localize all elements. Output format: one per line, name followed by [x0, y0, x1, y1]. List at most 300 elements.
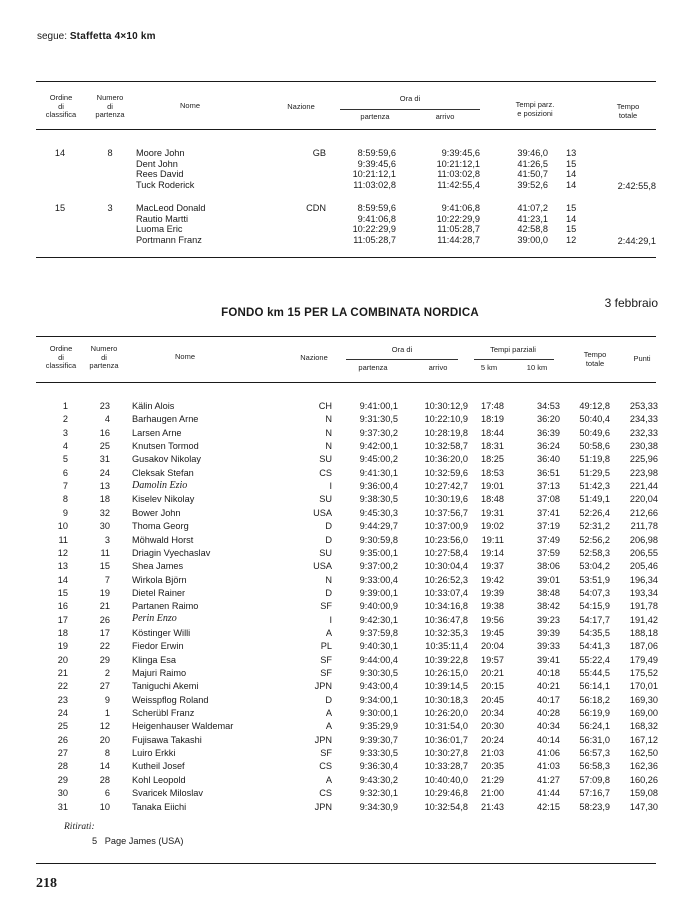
fondo-header-nome: Nome [174, 352, 195, 361]
points: 206,55 [629, 547, 658, 558]
finish-time: 10:37:56,7 [424, 507, 468, 518]
rank: 5 [62, 454, 68, 465]
team-nation: GB [312, 148, 326, 158]
fondo-header-10km: 10 km [526, 363, 548, 372]
leg-finish-time: 11:03:02,8 [437, 169, 480, 180]
finish-time: 10:30:04,4 [424, 561, 468, 572]
start-time: 9:34:30,9 [359, 801, 398, 812]
start-time: 9:42:00,1 [359, 441, 398, 452]
start-time: 9:36:30,4 [359, 761, 398, 772]
header-line: di [107, 101, 113, 111]
rank: 28 [57, 761, 68, 772]
rank: 6 [62, 467, 68, 478]
total-time: 56:31,0 [579, 734, 610, 745]
header-line: e posizioni [517, 108, 553, 118]
split-10km: 39:41 [537, 654, 560, 665]
team-rank: 14 [54, 148, 66, 158]
points: 206,98 [629, 534, 658, 545]
fondo-header-partenza: partenza [358, 363, 388, 372]
split-10km: 41:06 [537, 748, 560, 759]
total-time: 56:58,3 [579, 761, 610, 772]
rank: 7 [62, 481, 68, 492]
start-time: 9:37:59,8 [359, 627, 398, 638]
finish-time: 10:22:10,9 [424, 414, 468, 425]
start-time: 9:33:00,4 [359, 574, 398, 585]
split-10km: 40:34 [537, 721, 560, 732]
athlete-name: Larsen Arne [132, 427, 182, 438]
finish-time: 10:30:19,6 [424, 494, 468, 505]
bib-number: 31 [99, 454, 110, 465]
finish-time: 10:33:28,7 [424, 761, 468, 772]
total-time: 54:07,3 [579, 587, 610, 598]
rank: 23 [57, 694, 68, 705]
header-line: classifica [45, 110, 77, 119]
start-time: 9:40:00,9 [359, 601, 398, 612]
points: 230,38 [629, 441, 658, 452]
nation: I [329, 614, 332, 625]
leg-position: 14 [566, 213, 577, 224]
bib-number: 22 [99, 641, 110, 652]
split-10km: 38:48 [537, 587, 560, 598]
total-time: 56:19,9 [579, 708, 610, 719]
start-time: 9:30:00,1 [359, 708, 398, 719]
split-10km: 39:23 [537, 614, 560, 625]
total-time: 54:15,9 [579, 601, 610, 612]
points: 187,06 [629, 641, 658, 652]
fondo-header-ora-di: Ora di [391, 345, 413, 354]
header-line: Numero [90, 344, 118, 353]
leg-split-time: 39:46,0 [517, 148, 548, 158]
bib-number: 29 [99, 654, 110, 665]
points: 168,32 [629, 721, 658, 732]
ritirati-entry [92, 836, 183, 846]
total-time: 51:49,1 [579, 494, 610, 505]
nation: SU [319, 494, 332, 505]
start-time: 9:34:00,1 [359, 694, 398, 705]
split-5km: 20:45 [481, 694, 504, 705]
total-time: 50:58,6 [579, 441, 610, 452]
leg-athlete-name: MacLeod Donald [136, 203, 206, 213]
split-5km: 19:56 [481, 614, 504, 625]
relay-header-top-rule [36, 81, 656, 82]
finish-time: 10:23:56,0 [424, 534, 468, 545]
nation: PL [320, 641, 332, 652]
split-5km: 21:03 [481, 748, 504, 759]
ritirati-bib: 5 [92, 836, 98, 846]
points: 147,30 [629, 801, 658, 812]
split-10km: 41:03 [537, 761, 560, 772]
leg-split-time: 41:23,1 [517, 213, 548, 224]
split-10km: 36:40 [537, 454, 560, 465]
rank: 9 [62, 507, 68, 518]
finish-time: 10:35:11,4 [425, 641, 468, 652]
fondo-header-5km: 5 km [480, 363, 498, 372]
bib-number: 32 [99, 507, 110, 518]
finish-time: 10:28:19,8 [424, 427, 468, 438]
leg-start-time: 9:39:45,6 [357, 158, 396, 169]
start-time: 9:43:00,4 [359, 681, 398, 692]
bib-number: 8 [104, 748, 110, 759]
rank: 29 [57, 774, 68, 785]
total-time: 52:26,4 [579, 507, 610, 518]
fondo-header-punti: Punti [633, 354, 651, 363]
points: 170,01 [629, 681, 658, 692]
total-time: 56:24,1 [579, 721, 610, 732]
athlete-name: Heigenhauser Waldemar [132, 721, 234, 732]
rank: 3 [62, 427, 68, 438]
nation: A [325, 721, 332, 732]
nation: D [325, 694, 332, 705]
points: 162,50 [629, 748, 658, 759]
team-rank: 15 [54, 203, 66, 213]
ora-di-rule [346, 359, 458, 360]
leg-split-time: 41:07,2 [517, 203, 548, 213]
start-time: 9:30:59,8 [359, 534, 398, 545]
rank: 26 [57, 734, 68, 745]
split-10km: 40:18 [537, 668, 560, 678]
start-time: 9:42:30,1 [359, 614, 398, 625]
leg-athlete-name: Dent John [136, 158, 178, 169]
start-time: 9:30:30,5 [359, 668, 398, 678]
fondo-header-top-rule [36, 336, 656, 337]
leg-start-time: 10:22:29,9 [352, 224, 396, 235]
header-line: Numero [96, 93, 124, 102]
leg-athlete-name: Rees David [136, 169, 184, 180]
finish-time: 10:26:52,3 [424, 574, 468, 585]
athlete-name: Fiedor Erwin [132, 641, 184, 652]
start-time: 9:32:30,1 [359, 788, 398, 799]
nation: USA [313, 561, 332, 572]
points: 191,78 [629, 601, 658, 612]
points: 191,42 [629, 614, 658, 625]
athlete-name: Tanaka Eiichi [132, 801, 187, 812]
header-line: totale [618, 110, 638, 120]
bib-number: 27 [99, 681, 110, 692]
header-line: Ordine [49, 344, 73, 353]
relay-header-ora-di: Ora di [399, 94, 421, 103]
split-5km: 20:15 [481, 681, 504, 692]
bib-number: 9 [104, 694, 110, 705]
start-time: 9:33:30,5 [359, 748, 398, 759]
relay-header-bottom-rule [36, 129, 656, 130]
leg-athlete-name: Tuck Roderick [136, 179, 195, 190]
nation: N [325, 574, 332, 585]
rank: 4 [62, 441, 68, 452]
leg-start-time: 8:59:59,6 [357, 203, 396, 213]
rank: 30 [57, 788, 68, 799]
bib-number: 15 [99, 561, 110, 572]
athlete-name: Taniguchi Akemi [132, 681, 199, 692]
fondo-title: FONDO km 15 PER LA COMBINATA NORDICA [221, 307, 479, 319]
split-10km: 39:33 [537, 641, 560, 652]
split-5km: 19:11 [481, 534, 504, 545]
bib-number: 6 [104, 788, 110, 799]
relay-header-numero [88, 94, 132, 120]
nation: SU [319, 547, 332, 558]
leg-start-time: 9:41:06,8 [357, 213, 396, 224]
relay-prefix: segue: [37, 31, 68, 42]
header-line: Ordine [49, 93, 73, 102]
relay-header-arrivo: arrivo [435, 112, 455, 121]
leg-split-time: 41:50,7 [517, 169, 548, 180]
split-10km: 38:42 [537, 601, 560, 612]
points: 212,66 [629, 507, 658, 518]
header-line: di [58, 101, 64, 111]
bib-number: 25 [99, 441, 110, 452]
split-5km: 18:44 [481, 427, 504, 438]
athlete-name: Svaricek Miloslav [132, 788, 203, 799]
finish-time: 10:31:54,0 [424, 721, 468, 732]
athlete-name: Gusakov Nikolay [132, 454, 201, 465]
finish-time: 10:36:20,0 [424, 454, 468, 465]
total-time: 57:09,8 [579, 774, 610, 785]
total-time: 52:56,2 [579, 534, 610, 545]
leg-finish-time: 11:05:28,7 [437, 224, 480, 235]
start-time: 9:36:00,4 [359, 481, 398, 492]
relay-title: Staffetta 4×10 km [69, 31, 156, 42]
athlete-name: Perin Enzo [132, 613, 177, 625]
athlete-name: Scherübl Franz [132, 708, 195, 719]
bib-number: 3 [104, 534, 110, 545]
start-time: 9:35:00,1 [359, 547, 398, 558]
athlete-name: Klinga Esa [132, 654, 176, 665]
leg-split-time: 39:52,6 [517, 179, 548, 190]
points: 232,33 [629, 427, 658, 438]
header-line: classifica [45, 361, 77, 370]
finish-time: 10:30:18,3 [424, 694, 468, 705]
split-10km: 37:08 [537, 494, 560, 505]
nation: SF [320, 601, 332, 612]
split-10km: 37:13 [537, 481, 560, 492]
rank: 12 [57, 547, 68, 558]
athlete-name: Cleksak Stefan [132, 467, 194, 478]
points: 225,96 [629, 454, 658, 465]
total-time: 54:41,3 [579, 641, 610, 652]
split-10km: 40:28 [537, 708, 560, 719]
leg-athlete-name: Portmann Franz [136, 234, 202, 245]
header-line: di [58, 352, 64, 362]
split-10km: 36:39 [537, 427, 560, 438]
rank: 24 [57, 708, 68, 719]
finish-time: 10:27:42,7 [424, 481, 468, 492]
bib-number: 20 [99, 734, 110, 745]
nation: JPN [314, 734, 332, 745]
nation: N [325, 441, 332, 452]
tempi-parziali-rule [474, 359, 554, 360]
nation: A [325, 708, 332, 719]
leg-position: 15 [566, 158, 577, 169]
split-5km: 19:42 [481, 574, 504, 585]
nation: CH [318, 401, 332, 411]
finish-time: 10:30:27,8 [424, 748, 468, 759]
page-bottom-rule [36, 863, 656, 864]
split-5km: 19:38 [481, 601, 504, 612]
fondo-header-numero [82, 345, 126, 371]
leg-finish-time: 10:21:12,1 [436, 158, 480, 169]
points: 234,33 [629, 414, 658, 425]
leg-position: 12 [566, 234, 577, 245]
split-5km: 19:45 [481, 627, 504, 638]
points: 179,49 [629, 654, 658, 665]
split-5km: 21:00 [481, 788, 504, 799]
start-time: 9:38:30,5 [359, 494, 398, 505]
total-time: 53:51,9 [579, 574, 610, 585]
split-10km: 34:53 [537, 401, 560, 411]
ora-di-rule [340, 109, 480, 110]
bib-number: 30 [99, 521, 110, 532]
athlete-name: Weisspflog Roland [132, 694, 209, 705]
split-5km: 20:34 [481, 708, 504, 719]
rank: 15 [57, 587, 68, 598]
finish-time: 10:40:40,0 [424, 774, 468, 785]
total-time: 53:04,2 [579, 561, 610, 572]
header-line: partenza [89, 361, 119, 370]
total-time: 58:23,9 [579, 801, 610, 812]
bib-number: 26 [99, 614, 110, 625]
split-5km: 19:31 [481, 507, 504, 518]
nation: CS [319, 761, 332, 772]
start-time: 9:31:30,5 [359, 414, 398, 425]
leg-start-time: 11:05:28,7 [353, 234, 396, 245]
fondo-header-ordine [38, 345, 84, 371]
nation: SF [320, 668, 332, 678]
total-time: 51:19,8 [579, 454, 610, 465]
leg-athlete-name: Rautio Martti [136, 213, 189, 224]
points: 205,46 [629, 561, 658, 572]
total-time: 49:12,8 [579, 401, 610, 411]
split-5km: 18:31 [481, 441, 504, 452]
finish-time: 10:36:01,7 [424, 734, 468, 745]
split-10km: 40:14 [537, 734, 560, 745]
fondo-header-arrivo: arrivo [428, 363, 448, 372]
total-time: 51:42,3 [579, 481, 610, 492]
start-time: 9:45:30,3 [359, 507, 398, 518]
nation: SF [320, 748, 332, 759]
split-5km: 19:37 [481, 561, 504, 572]
rank: 1 [62, 401, 68, 411]
start-time: 9:41:30,1 [359, 467, 398, 478]
rank: 8 [62, 494, 68, 505]
nation: N [325, 414, 332, 425]
points: 169,00 [629, 708, 658, 719]
leg-athlete-name: Luoma Eric [136, 224, 183, 235]
total-time: 50:49,6 [579, 427, 610, 438]
nation: SU [319, 454, 332, 465]
nation: CS [319, 788, 332, 799]
leg-finish-time: 11:44:28,7 [437, 234, 480, 245]
split-10km: 42:15 [537, 801, 560, 812]
finish-time: 10:33:07,4 [424, 587, 468, 598]
header-line: Tempo [583, 350, 607, 359]
bib-number: 11 [100, 547, 110, 558]
split-5km: 17:48 [481, 401, 504, 411]
start-time: 9:45:00,2 [359, 454, 398, 465]
split-5km: 19:39 [481, 587, 504, 598]
athlete-name: Fujisawa Takashi [132, 734, 202, 745]
points: 169,30 [629, 694, 658, 705]
split-5km: 20:04 [481, 641, 504, 652]
leg-split-time: 39:00,0 [517, 234, 548, 245]
bib-number: 13 [99, 481, 110, 492]
total-time: 55:44,5 [579, 668, 610, 678]
split-10km: 37:41 [537, 507, 560, 518]
split-10km: 39:39 [537, 627, 560, 638]
split-5km: 19:02 [481, 521, 504, 532]
split-10km: 37:19 [537, 521, 560, 532]
start-time: 9:37:30,2 [359, 427, 398, 438]
team-bib: 3 [107, 203, 113, 213]
split-5km: 21:43 [481, 801, 504, 812]
finish-time: 10:27:58,4 [424, 547, 468, 558]
leg-start-time: 8:59:59,6 [357, 148, 396, 158]
split-5km: 19:01 [481, 481, 504, 492]
athlete-name: Shea James [132, 561, 184, 572]
rank: 18 [57, 627, 68, 638]
athlete-name: Luiro Erkki [132, 748, 176, 759]
leg-position: 15 [566, 203, 577, 213]
split-10km: 39:01 [537, 574, 560, 585]
finish-time: 10:37:00,9 [424, 521, 468, 532]
points: 160,26 [629, 774, 658, 785]
rank: 16 [57, 601, 68, 612]
bib-number: 10 [99, 801, 110, 812]
leg-start-time: 10:21:12,1 [352, 169, 396, 180]
bib-number: 7 [104, 574, 110, 585]
ritirati-name: Page James (USA) [104, 836, 184, 846]
points: 162,36 [629, 761, 658, 772]
start-time: 9:39:30,7 [359, 734, 398, 745]
finish-time: 10:32:35,3 [424, 627, 468, 638]
split-10km: 40:17 [537, 694, 560, 705]
team-bib: 8 [107, 148, 113, 158]
total-time: 52:58,3 [579, 547, 610, 558]
athlete-name: Dietel Rainer [132, 587, 186, 598]
rank: 2 [62, 414, 68, 425]
athlete-name: Driagin Vyechaslav [132, 547, 211, 558]
bib-number: 21 [99, 601, 110, 612]
bib-number: 4 [104, 414, 110, 425]
points: 253,33 [629, 401, 658, 411]
bib-number: 24 [99, 467, 110, 478]
finish-time: 10:32:58,7 [424, 441, 468, 452]
start-time: 9:39:00,1 [359, 587, 398, 598]
athlete-name: Majuri Raimo [132, 668, 187, 678]
leg-split-time: 42:58,8 [517, 224, 548, 235]
points: 175,52 [629, 668, 658, 678]
finish-time: 10:29:46,8 [424, 788, 468, 799]
start-time: 9:43:30,2 [359, 774, 398, 785]
bib-number: 14 [99, 761, 110, 772]
athlete-name: Knutsen Tormod [132, 441, 199, 452]
total-time: 56:18,2 [579, 694, 610, 705]
split-5km: 18:19 [481, 414, 504, 425]
header-line: Tempi parz. [515, 100, 555, 109]
start-time: 9:35:29,9 [359, 721, 398, 732]
relay-header-nome: Nome [179, 101, 200, 110]
split-10km: 36:51 [537, 467, 560, 478]
finish-time: 10:34:16,8 [424, 601, 468, 612]
relay-header-ordine [38, 94, 84, 120]
athlete-name: Barhaugen Arne [132, 414, 199, 425]
points: 211,78 [630, 521, 658, 532]
split-10km: 40:21 [537, 681, 560, 692]
points: 167,12 [629, 734, 658, 745]
points: 159,08 [629, 788, 658, 799]
split-10km: 41:44 [537, 788, 560, 799]
total-time: 51:29,5 [579, 467, 610, 478]
split-10km: 36:24 [537, 441, 560, 452]
athlete-name: Damolin Ezio [132, 479, 188, 491]
